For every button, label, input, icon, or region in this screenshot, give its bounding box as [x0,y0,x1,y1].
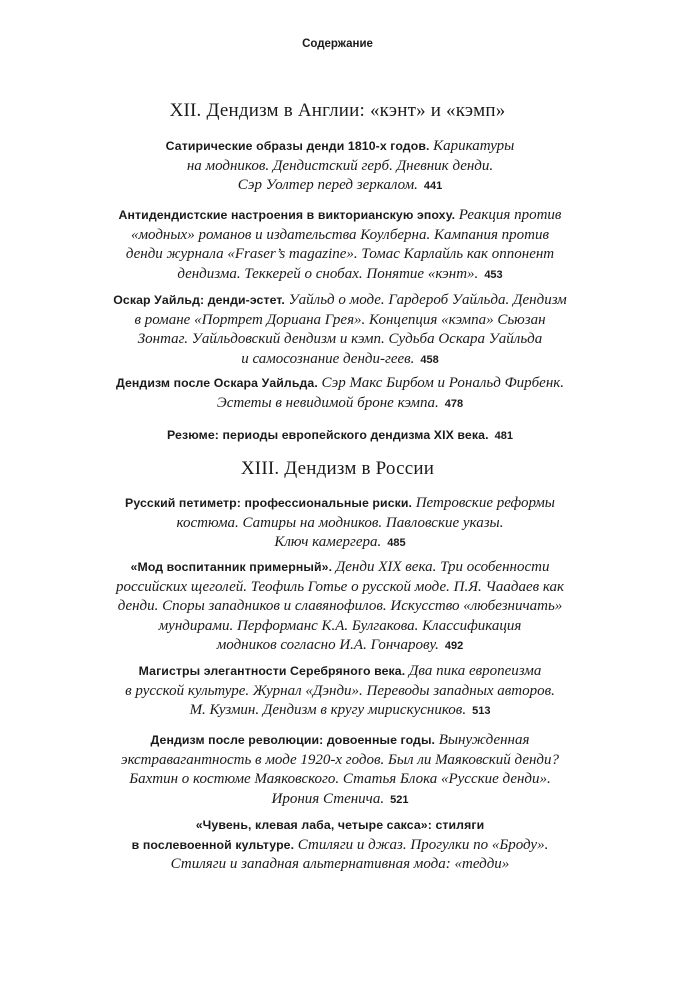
entry-topics: Реакция против [458,207,562,223]
entry-topics: Зонтаг. Уайльдовский дендизм и кэмп. Судьба Оскара Уайльда [137,331,543,347]
entry-topics: Ключ камергера. [274,534,382,550]
entry-heading: Сатирические образы денди 1810-х годов. [165,139,430,153]
entry-heading: Магистры элегантности Серебряного века. [138,664,406,678]
entry-topics: Карикатуры [433,138,515,154]
page-number: 453 [484,268,503,281]
entry-heading: «Чувень, клевая лаба, четыре сакса»: стиляги [195,818,485,832]
entry-topics: на модников. Дендистский герб. Дневник денди. [186,157,494,174]
page-number: 481 [494,430,513,442]
entry-topics: Бахтин о костюме Маяковского. Статья Блока «Русские денди». [129,771,551,787]
entry-heading: Дендизм после революции: довоенные годы. [150,733,436,747]
chapter-title: XII. Дендизм в Англии: «кэнт» и «кэмп» [169,100,506,121]
page-number: 458 [420,353,439,366]
entry-topics: и самосознание денди-геев. [241,350,415,367]
running-head: Содержание [302,38,373,50]
entry-heading: «Мод воспитанник примерный». [130,560,333,574]
entry-topics: Сэр Макс Бирбом и Рональд Фирбенк. [321,375,565,391]
entry-topics: в романе «Портрет Дориана Грея». Концепция «кэмпа» Сьюзан [134,311,546,328]
toc-entry [95,374,585,414]
entry-topics: Уайльд о моде. Гардероб Уайльда. Дендизм [288,292,567,308]
entry-topics: в русской культуре. Журнал «Дэнди». Переводы западных авторов. [125,682,555,699]
toc-entry [95,137,585,197]
entry-topics: Стиляги и западная альтернативная мода: «тедди» [170,856,510,872]
entry-topics: дендизма. Теккерей о снобах. Понятие «кэнт». [177,265,479,282]
entry-topics: Два пика европеизма [408,663,542,679]
entry-topics: Вынужденная [438,732,530,748]
entry-topics: Эстеты в невидимой броне кэмпа. [216,394,439,411]
entry-heading: Оскар Уайльд: денди-эстет. [113,293,285,307]
entry-heading: Русский петиметр: профессиональные риски. [125,496,413,510]
entry-heading: в послевоенной культуре. [131,837,295,852]
entry-topics: мундирами. Перформанс К.А. Булгакова. Классификация [158,617,522,634]
entry-topics: российских щеголей. Теофиль Готье о русской моде. П.Я. Чаадаев как [115,578,565,595]
entry-heading: Резюме: периоды европейского дендизма XIX века. [167,428,489,442]
page-number: 485 [387,537,406,549]
entry-heading: Дендизм после Оскара Уайльда. [115,376,318,390]
toc-entry [95,494,585,554]
toc-entry [95,816,585,875]
entry-topics: М. Кузмин. Дендизм в кругу мирискусников. [189,702,467,718]
toc-entry [95,426,585,447]
entry-topics: модников согласно И.А. Гончарову. [216,637,439,653]
chapter-title: XIII. Дендизм в России [240,458,435,479]
toc-entry [95,291,585,370]
entry-topics: «модных» романов и издательства Коулберна. Кампания против [130,226,550,243]
toc-entry [95,731,585,810]
page-number: 513 [472,705,491,717]
entry-topics: денди журнала «Fraser’s magazine». Томас Карлайль как оппонент [125,246,555,262]
entry-topics: Сэр Уолтер перед зеркалом. [237,177,418,193]
entry-heading: Антидендистские настроения в викторианскую эпоху. [118,208,456,222]
entry-topics: Стиляги и джаз. Прогулки по «Броду». [297,836,549,853]
page-number: 492 [444,640,464,652]
entry-topics: Ирония Стенича. [271,790,385,807]
page-number: 478 [444,397,464,410]
toc-entry [95,662,585,722]
toc-entry [95,558,585,657]
toc-entry [95,206,585,285]
entry-topics: денди. Споры западников и славянофилов. Искусство «любезничать» [117,598,563,614]
entry-topics: костюма. Сатиры на модников. Павловские указы. [176,514,504,531]
entry-topics: экстравагантность в моде 1920-х годов. Был ли Маяковский денди? [120,751,560,768]
entry-topics: Петровские реформы [415,495,555,511]
page-number: 521 [390,793,409,806]
page-number: 441 [423,180,443,192]
entry-topics: Денди XIX века. Три особенности [335,559,550,575]
